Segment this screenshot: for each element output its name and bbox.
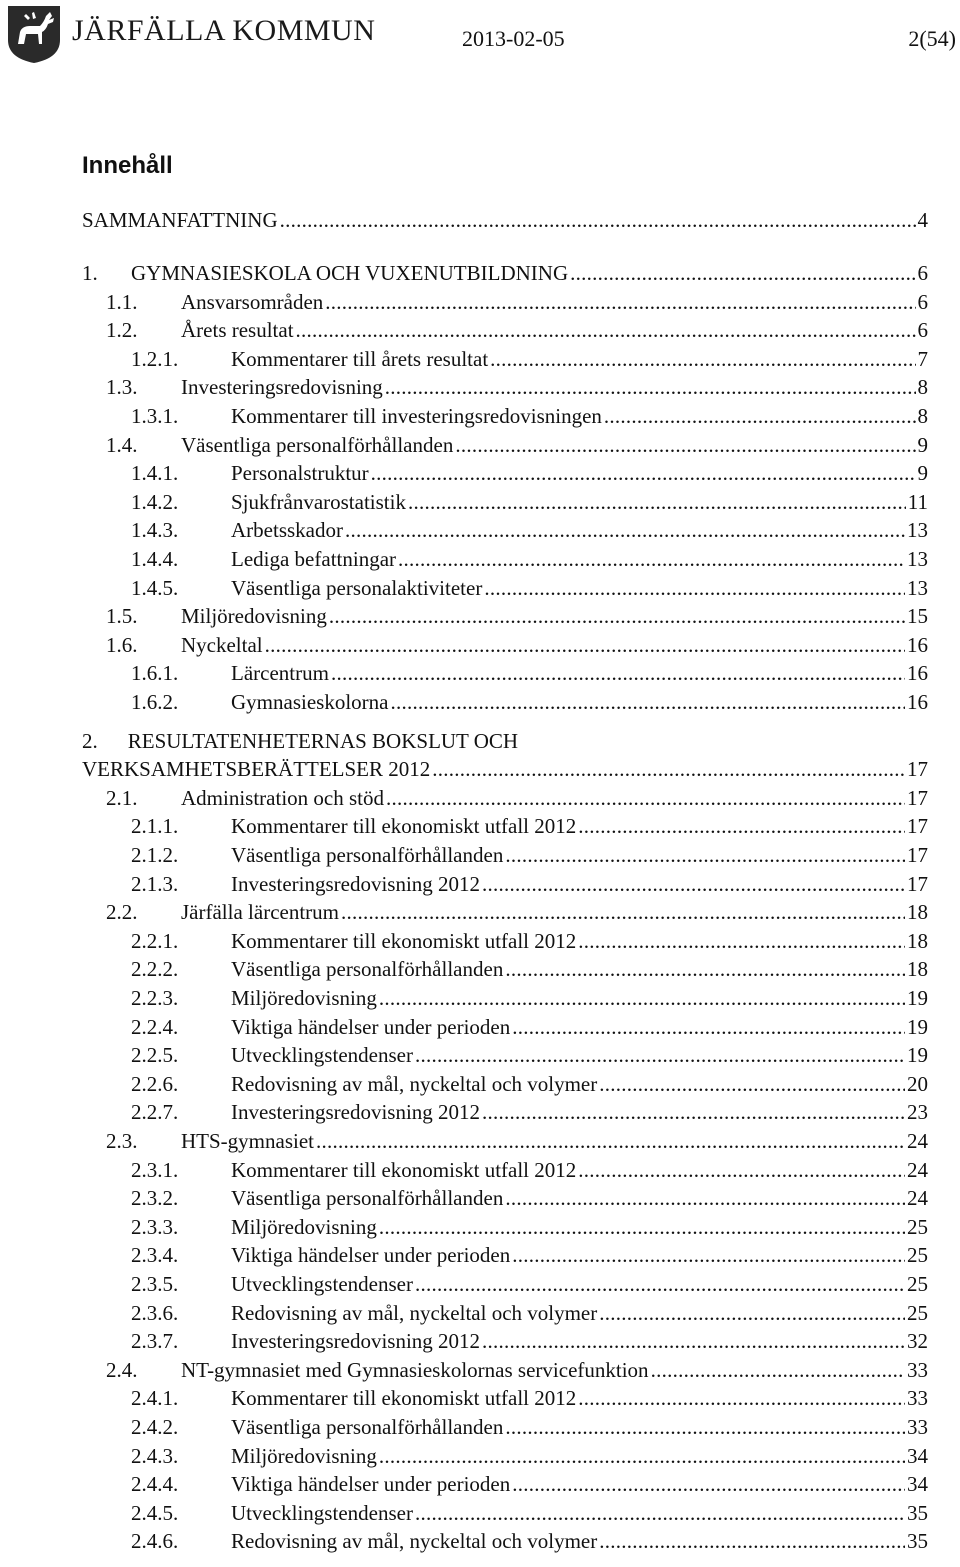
- toc-entry[interactable]: [0, 459, 960, 487]
- dot-leader: [482, 870, 905, 898]
- toc-entry[interactable]: [0, 841, 960, 869]
- dot-leader: [570, 259, 915, 287]
- dot-leader: [505, 1413, 905, 1441]
- dot-leader: [316, 1127, 905, 1155]
- toc-entry[interactable]: [0, 984, 960, 1012]
- dot-leader: [505, 1184, 905, 1212]
- dot-leader: [578, 927, 905, 955]
- toc-entry-number: 2.2.5.: [131, 1043, 179, 1068]
- toc-entry-title: Administration och stöd: [181, 785, 384, 810]
- toc-entry-number: 2.3.2.: [131, 1186, 179, 1211]
- toc-entry-page: 25: [907, 1243, 928, 1268]
- toc-entry[interactable]: [0, 1213, 960, 1241]
- dot-leader: [512, 1470, 905, 1498]
- toc-entry-page: 24: [907, 1129, 928, 1153]
- toc-entry-number: 2.4.5.: [131, 1500, 179, 1525]
- dot-leader: [385, 373, 916, 401]
- toc-entry[interactable]: [0, 288, 960, 316]
- toc-entry-page: 35: [907, 1529, 928, 1554]
- toc-entry-number: 1.4.1.: [131, 461, 179, 486]
- toc-entry[interactable]: [0, 659, 960, 687]
- dot-leader: [578, 1384, 905, 1412]
- toc-entry-title: Gymnasieskolorna: [231, 690, 389, 714]
- toc-entry-title: Sjukfrånvarostatistik: [231, 489, 406, 514]
- toc-entry-title: Väsentliga personalförhållanden: [181, 432, 454, 457]
- toc-entry[interactable]: [0, 1098, 960, 1126]
- toc-entry-number: 2.1.: [106, 785, 138, 810]
- toc-entry-title: Årets resultat: [181, 318, 294, 343]
- toc-entry-title: Nyckeltal: [181, 632, 263, 657]
- toc-entry-number: 2.3.5.: [131, 1272, 179, 1296]
- toc-entry-page: 4: [917, 208, 928, 232]
- toc-entry[interactable]: [0, 812, 960, 840]
- toc-entry[interactable]: [0, 1270, 960, 1298]
- dot-leader: [505, 955, 905, 983]
- toc-entry[interactable]: [0, 488, 960, 516]
- toc-entry[interactable]: [0, 631, 960, 659]
- toc-entry-title: Investeringsredovisning 2012: [231, 1100, 481, 1125]
- toc-entry-page: 18: [907, 928, 928, 953]
- toc-entry[interactable]: [0, 898, 960, 926]
- toc-entry-page: 8: [917, 375, 928, 400]
- toc-entry-title: Väsentliga personalförhållanden: [231, 1186, 504, 1211]
- toc-entry-page: 16: [907, 661, 928, 686]
- toc-entry-number: 1.5.: [106, 604, 138, 629]
- toc-entry-number: 1.: [82, 261, 98, 285]
- toc-entry-title: NT-gymnasiet med Gymnasieskolornas servicefunktion: [181, 1357, 649, 1382]
- toc-entry-number: 1.4.3.: [131, 518, 179, 543]
- toc-entry-title: Kommentarer till ekonomiskt utfall 2012: [231, 1386, 577, 1411]
- dot-leader: [415, 1499, 905, 1527]
- toc-entry-page: 20: [907, 1071, 928, 1096]
- dot-leader: [578, 812, 905, 840]
- toc-entry-title: Miljöredovisning: [231, 1214, 377, 1239]
- dot-leader: [578, 1156, 905, 1184]
- toc-entry-page: 8: [917, 404, 928, 428]
- toc-entry-title: GYMNASIESKOLA OCH VUXENUTBILDNING: [131, 261, 569, 285]
- toc-entry-page: 13: [907, 575, 928, 600]
- toc-entry[interactable]: [0, 259, 960, 287]
- toc-entry-title: Investeringsredovisning 2012: [231, 871, 481, 896]
- toc-entry-title: Ansvarsområden: [181, 289, 324, 314]
- toc-entry[interactable]: [0, 688, 960, 716]
- toc-entry[interactable]: [0, 1442, 960, 1470]
- toc-entry[interactable]: [0, 927, 960, 955]
- toc-entry-number: 2.4.3.: [131, 1443, 179, 1468]
- toc-entry-page: 17: [907, 814, 928, 839]
- toc-entry[interactable]: [0, 316, 960, 344]
- dot-leader: [651, 1356, 905, 1384]
- toc-entry-page: 25: [907, 1300, 928, 1325]
- dot-leader: [455, 431, 915, 459]
- toc-entry-number: 2.3.4.: [131, 1243, 179, 1268]
- toc-entry-number: 2.3.: [106, 1129, 138, 1153]
- toc-entry-title-line1: [82, 727, 518, 755]
- toc-entry-number: 1.2.: [106, 318, 138, 343]
- dot-leader: [482, 1098, 905, 1126]
- dot-leader: [604, 402, 916, 430]
- toc-entry-title: Utvecklingstendenser: [231, 1272, 413, 1296]
- toc-entry-number: 2.2.2.: [131, 957, 179, 982]
- toc-entry-title: Utvecklingstendenser: [231, 1043, 413, 1068]
- toc-entry-title: Redovisning av mål, nyckeltal och volymer: [231, 1529, 598, 1554]
- toc-entry-title: Viktiga händelser under perioden: [231, 1472, 511, 1497]
- dot-leader: [296, 316, 916, 344]
- dot-leader: [345, 516, 905, 544]
- toc-entry-title: Investeringsredovisning 2012: [231, 1329, 481, 1354]
- toc-entry-number: 1.2.1.: [131, 346, 179, 371]
- toc-entry-page: 33: [907, 1415, 928, 1439]
- dot-leader: [325, 288, 915, 316]
- toc-entry-number: 1.6.: [106, 632, 138, 657]
- toc-entry-number: 1.4.: [106, 432, 138, 457]
- toc-entry-page: 13: [907, 547, 928, 571]
- toc-entry-title: Kommentarer till ekonomiskt utfall 2012: [231, 1157, 577, 1182]
- dot-leader: [484, 574, 905, 602]
- toc-entry-number: 1.6.1.: [131, 661, 179, 686]
- toc-entry[interactable]: [0, 1470, 960, 1498]
- toc-entry-page: 24: [907, 1186, 928, 1211]
- dot-leader: [599, 1299, 905, 1327]
- organization-name: JÄRFÄLLA KOMMUN: [72, 14, 376, 47]
- dot-leader: [415, 1041, 905, 1069]
- page-header: [0, 0, 960, 80]
- toc-entry-page: 18: [907, 957, 928, 982]
- toc-entry-number: 1.3.1.: [131, 404, 179, 428]
- toc-entry-page: 15: [907, 604, 928, 629]
- toc-entry[interactable]: [0, 545, 960, 573]
- toc-entry-title: Miljöredovisning: [231, 1443, 377, 1468]
- toc-entry[interactable]: [0, 373, 960, 401]
- toc-entry[interactable]: [0, 1156, 960, 1184]
- deer-emblem-icon: [6, 4, 62, 64]
- toc-entry[interactable]: [0, 402, 960, 430]
- toc-entry-title: Väsentliga personalförhållanden: [231, 1415, 504, 1439]
- toc-entry-title: HTS-gymnasiet: [181, 1129, 314, 1153]
- toc-entry-title: Kommentarer till ekonomiskt utfall 2012: [231, 814, 577, 839]
- dot-leader: [386, 784, 905, 812]
- toc-entry-page: 6: [917, 261, 928, 285]
- toc-entry[interactable]: [0, 1013, 960, 1041]
- toc-entry[interactable]: [0, 206, 960, 234]
- toc-entry-page: 17: [907, 757, 928, 782]
- toc-entry-title: Investeringsredovisning: [181, 375, 383, 400]
- toc-entry-title: Utvecklingstendenser: [231, 1500, 413, 1525]
- toc-entry-number: 1.3.: [106, 375, 138, 400]
- toc-entry-title: Miljöredovisning: [231, 986, 377, 1010]
- toc-entry-number: 2.1.3.: [131, 871, 179, 896]
- dot-leader: [379, 1442, 905, 1470]
- toc-entry-number: 2.4.1.: [131, 1386, 179, 1411]
- toc-entry-page: 11: [907, 489, 928, 514]
- toc-entry-number: 2.4.4.: [131, 1472, 179, 1497]
- toc-entry-number: 2.1.2.: [131, 843, 179, 867]
- toc-entry-title: RESULTATENHETERNAS BOKSLUT OCH: [127, 728, 519, 753]
- toc-entry-title: Redovisning av mål, nyckeltal och volymer: [231, 1300, 598, 1325]
- toc-entry-number: 1.6.2.: [131, 690, 179, 714]
- toc-entry-number: 2.2.4.: [131, 1014, 179, 1039]
- toc-entry-title: Viktiga händelser under perioden: [231, 1243, 511, 1268]
- toc-entry-number: 2.3.7.: [131, 1329, 179, 1354]
- toc-entry-title: Kommentarer till investeringsredovisningen: [231, 404, 602, 428]
- toc-entry-page: 17: [907, 843, 928, 867]
- toc-entry[interactable]: [0, 1184, 960, 1212]
- toc-entry[interactable]: [0, 1127, 960, 1155]
- toc-entry-number: 2.4.6.: [131, 1529, 179, 1554]
- dot-leader: [265, 631, 905, 659]
- toc-entry-title: Väsentliga personalförhållanden: [231, 957, 504, 982]
- toc-entry-title: Kommentarer till årets resultat: [231, 346, 489, 371]
- toc-entry-number: 1.4.2.: [131, 489, 179, 514]
- toc-entry-number: 2.3.3.: [131, 1214, 179, 1239]
- page-number: 2(54): [908, 26, 956, 51]
- toc-entry-title: SAMMANFATTNING: [82, 208, 278, 232]
- toc-entry-page: 19: [907, 986, 928, 1010]
- toc-entry-page: 16: [907, 632, 928, 657]
- toc-entry-page: 25: [907, 1272, 928, 1296]
- toc-entry[interactable]: [0, 574, 960, 602]
- toc-entry[interactable]: [0, 784, 960, 812]
- toc-entry-page: 7: [917, 346, 928, 371]
- toc-entry-title: Järfälla lärcentrum: [181, 900, 339, 925]
- dot-leader: [415, 1270, 905, 1298]
- toc-entry-number: 2.2.: [106, 900, 138, 925]
- toc-entry-page: 24: [907, 1157, 928, 1182]
- dot-leader: [371, 459, 916, 487]
- dot-leader: [390, 688, 905, 716]
- toc-entry-page: 19: [907, 1043, 928, 1068]
- toc-entry-page: 13: [907, 518, 928, 543]
- toc-entry-page: 6: [917, 289, 928, 314]
- toc-entry-page: 32: [907, 1329, 928, 1354]
- toc-entry-title: Miljöredovisning: [181, 604, 327, 629]
- toc-entry[interactable]: [0, 1384, 960, 1412]
- toc-entry[interactable]: [0, 431, 960, 459]
- dot-leader: [512, 1241, 905, 1269]
- dot-leader: [398, 545, 905, 573]
- toc-entry-page: 33: [907, 1386, 928, 1411]
- toc-entry-number: 2.: [82, 728, 98, 753]
- dot-leader: [482, 1327, 905, 1355]
- toc-entry-title: Arbetsskador: [231, 518, 343, 543]
- toc-entry-page: 35: [907, 1500, 928, 1525]
- toc-entry[interactable]: [0, 516, 960, 544]
- toc-entry-title: Redovisning av mål, nyckeltal och volymer: [231, 1071, 598, 1096]
- toc-entry-title: Lärcentrum: [231, 661, 329, 686]
- toc-entry-page: 25: [907, 1214, 928, 1239]
- dot-leader: [432, 755, 905, 783]
- toc-entry-number: 1.1.: [106, 289, 138, 314]
- toc-entry-number: 2.2.6.: [131, 1071, 179, 1096]
- toc-entry-title: Väsentliga personalaktiviteter: [231, 575, 483, 600]
- dot-leader: [331, 659, 905, 687]
- dot-leader: [512, 1013, 905, 1041]
- toc-entry[interactable]: [0, 727, 960, 782]
- toc-entry[interactable]: [0, 1327, 960, 1355]
- toc-entry[interactable]: [0, 1356, 960, 1384]
- toc-entry-number: 2.2.1.: [131, 928, 179, 953]
- toc-entry-page: 17: [907, 785, 928, 810]
- toc-entry-title: Lediga befattningar: [231, 547, 397, 571]
- toc-entry-page: 23: [907, 1100, 928, 1125]
- toc-entry[interactable]: [0, 1041, 960, 1069]
- toc-entry-number: 2.3.6.: [131, 1300, 179, 1325]
- dot-leader: [599, 1527, 905, 1555]
- toc-entry[interactable]: [0, 955, 960, 983]
- toc-entry[interactable]: [0, 1527, 960, 1555]
- toc-entry-number: 2.4.2.: [131, 1415, 179, 1439]
- toc-entry-title: Väsentliga personalförhållanden: [231, 843, 504, 867]
- toc-entry-number: 2.2.7.: [131, 1100, 179, 1125]
- toc-entry-page: 9: [917, 461, 928, 486]
- toc-entry[interactable]: [0, 1241, 960, 1269]
- toc-entry-number: 1.4.5.: [131, 575, 179, 600]
- dot-leader: [341, 898, 905, 926]
- toc-entry-number: 2.2.3.: [131, 986, 179, 1010]
- toc-entry-page: 9: [917, 432, 928, 457]
- dot-leader: [329, 602, 905, 630]
- dot-leader: [599, 1070, 905, 1098]
- toc-entry[interactable]: [0, 1499, 960, 1527]
- dot-leader: [505, 841, 905, 869]
- toc-heading: Innehåll: [82, 152, 173, 179]
- toc-entry-page: 17: [907, 871, 928, 896]
- dot-leader: [379, 1213, 905, 1241]
- toc-entry[interactable]: [0, 870, 960, 898]
- dot-leader: [379, 984, 905, 1012]
- toc-entry[interactable]: [0, 602, 960, 630]
- toc-entry-page: 18: [907, 900, 928, 925]
- toc-entry[interactable]: [0, 1413, 960, 1441]
- toc-entry-title: VERKSAMHETSBERÄTTELSER 2012: [82, 757, 431, 782]
- toc-entry-page: 16: [907, 690, 928, 714]
- toc-entry-number: 2.1.1.: [131, 814, 179, 839]
- toc-entry-number: 1.4.4.: [131, 547, 179, 571]
- toc-entry-number: 2.4.: [106, 1357, 138, 1382]
- toc-entry-title: Personalstruktur: [231, 461, 369, 486]
- toc-entry-page: 34: [907, 1443, 928, 1468]
- dot-leader: [280, 206, 916, 234]
- toc-entry-title: Viktiga händelser under perioden: [231, 1014, 511, 1039]
- toc-entry-page: 19: [907, 1014, 928, 1039]
- toc-entry-page: 6: [917, 318, 928, 343]
- toc-entry[interactable]: [0, 1299, 960, 1327]
- dot-leader: [490, 345, 915, 373]
- document-date: 2013-02-05: [462, 26, 565, 51]
- toc-entry-title: Kommentarer till ekonomiskt utfall 2012: [231, 928, 577, 953]
- toc-entry-page: 33: [907, 1357, 928, 1382]
- toc-entry[interactable]: [0, 345, 960, 373]
- toc-entry[interactable]: [0, 1070, 960, 1098]
- toc-entry-page: 34: [907, 1472, 928, 1497]
- toc-entry-number: 2.3.1.: [131, 1157, 179, 1182]
- dot-leader: [408, 488, 906, 516]
